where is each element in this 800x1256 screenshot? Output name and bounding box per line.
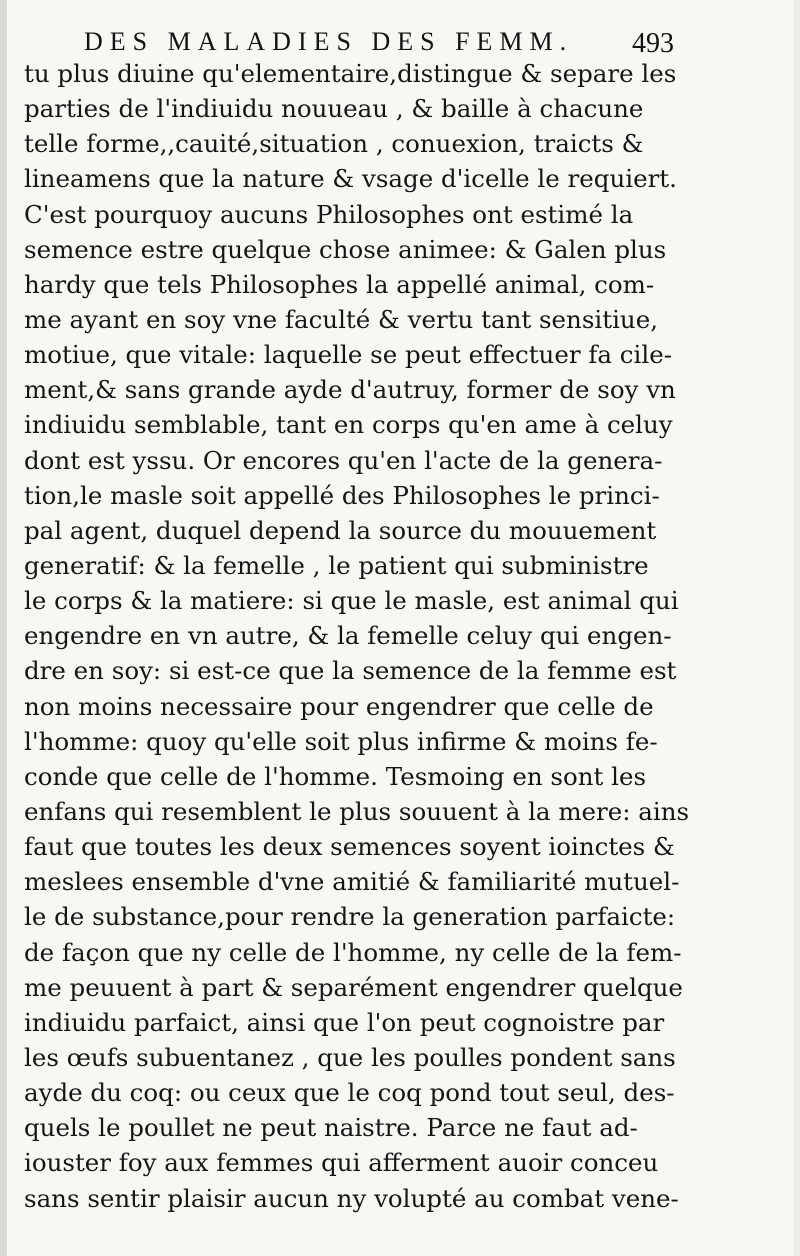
text-line: semence estre quelque chose animee: & Galen plus bbox=[24, 234, 667, 264]
text-line: ayde du coq: ou ceux que le coq pond tout seul, des- bbox=[24, 1078, 675, 1108]
text-line: enfans qui resemblent le plus souuent à la mere: ains bbox=[24, 796, 690, 826]
text-line: le de substance,pour rendre la generation parfaicte: bbox=[24, 902, 676, 932]
text-line: meslees ensemble d'vne amitié & familiarité mutuel- bbox=[24, 867, 680, 897]
running-title: DES MALADIES DES FEMM. bbox=[84, 27, 574, 56]
text-line: quels le poullet ne peut naistre. Parce ne faut ad- bbox=[24, 1113, 638, 1143]
text-line: iouster foy aux femmes qui afferment auoir conceu bbox=[24, 1148, 659, 1178]
text-line: de façon que ny celle de l'homme, ny celle de la fem- bbox=[24, 937, 682, 967]
text-line: sans sentir plaisir aucun ny volupté au combat vene- bbox=[24, 1183, 679, 1213]
text-line: dre en soy: si est-ce que la semence de la femme est bbox=[24, 656, 677, 686]
text-line: telle forme,,cauité,situation , conuexion, traicts & bbox=[24, 129, 644, 159]
text-line: le corps & la matiere: si que le masle, est animal qui bbox=[24, 586, 679, 616]
text-line: pal agent, duquel depend la source du mouuement bbox=[24, 515, 657, 545]
text-line: les œufs subuentanez , que les poulles pondent sans bbox=[24, 1042, 676, 1072]
text-line: motiue, que vitale: laquelle se peut effectuer fa cile- bbox=[24, 340, 672, 370]
text-line: generatif: & la femelle , le patient qui subministre bbox=[24, 550, 649, 580]
text-line: me peuuent à part & separément engendrer quelque bbox=[24, 972, 683, 1002]
text-line: hardy que tels Philosophes la appellé animal, com- bbox=[24, 269, 655, 299]
body-text bbox=[24, 56, 724, 1216]
text-line: me ayant en soy vne faculté & vertu tant sensitiue, bbox=[24, 304, 658, 334]
text-line: engendre en vn autre, & la femelle celuy qui engen- bbox=[24, 621, 672, 651]
text-line: lineamens que la nature & vsage d'icelle le requiert. bbox=[24, 164, 677, 194]
text-line: ment,& sans grande ayde d'autruy, former de soy vn bbox=[24, 375, 676, 405]
text-line: C'est pourquoy aucuns Philosophes ont estimé la bbox=[24, 199, 634, 229]
text-line: conde que celle de l'homme. Tesmoing en sont les bbox=[24, 761, 647, 791]
right-page-edge bbox=[794, 0, 800, 1256]
text-line: non moins necessaire pour engendrer que celle de bbox=[24, 691, 654, 721]
text-line: indiuidu semblable, tant en corps qu'en ame à celuy bbox=[24, 410, 673, 440]
text-line: tion,le masle soit appellé des Philosophes le princi- bbox=[24, 480, 660, 510]
text-line: parties de l'indiuidu nouueau , & baille à chacune bbox=[24, 94, 644, 124]
text-line: indiuidu parfaict, ainsi que l'on peut cognoistre par bbox=[24, 1007, 665, 1037]
text-line: faut que toutes les deux semences soyent ioinctes & bbox=[24, 832, 675, 862]
text-line: l'homme: quoy qu'elle soit plus infirme & moins fe- bbox=[24, 726, 658, 756]
left-page-edge bbox=[0, 0, 7, 1256]
text-line: dont est yssu. Or encores qu'en l'acte de la genera- bbox=[24, 445, 663, 475]
page-number: 493 bbox=[632, 28, 674, 59]
text-line: tu plus diuine qu'elementaire,distingue & separe les bbox=[24, 59, 677, 88]
